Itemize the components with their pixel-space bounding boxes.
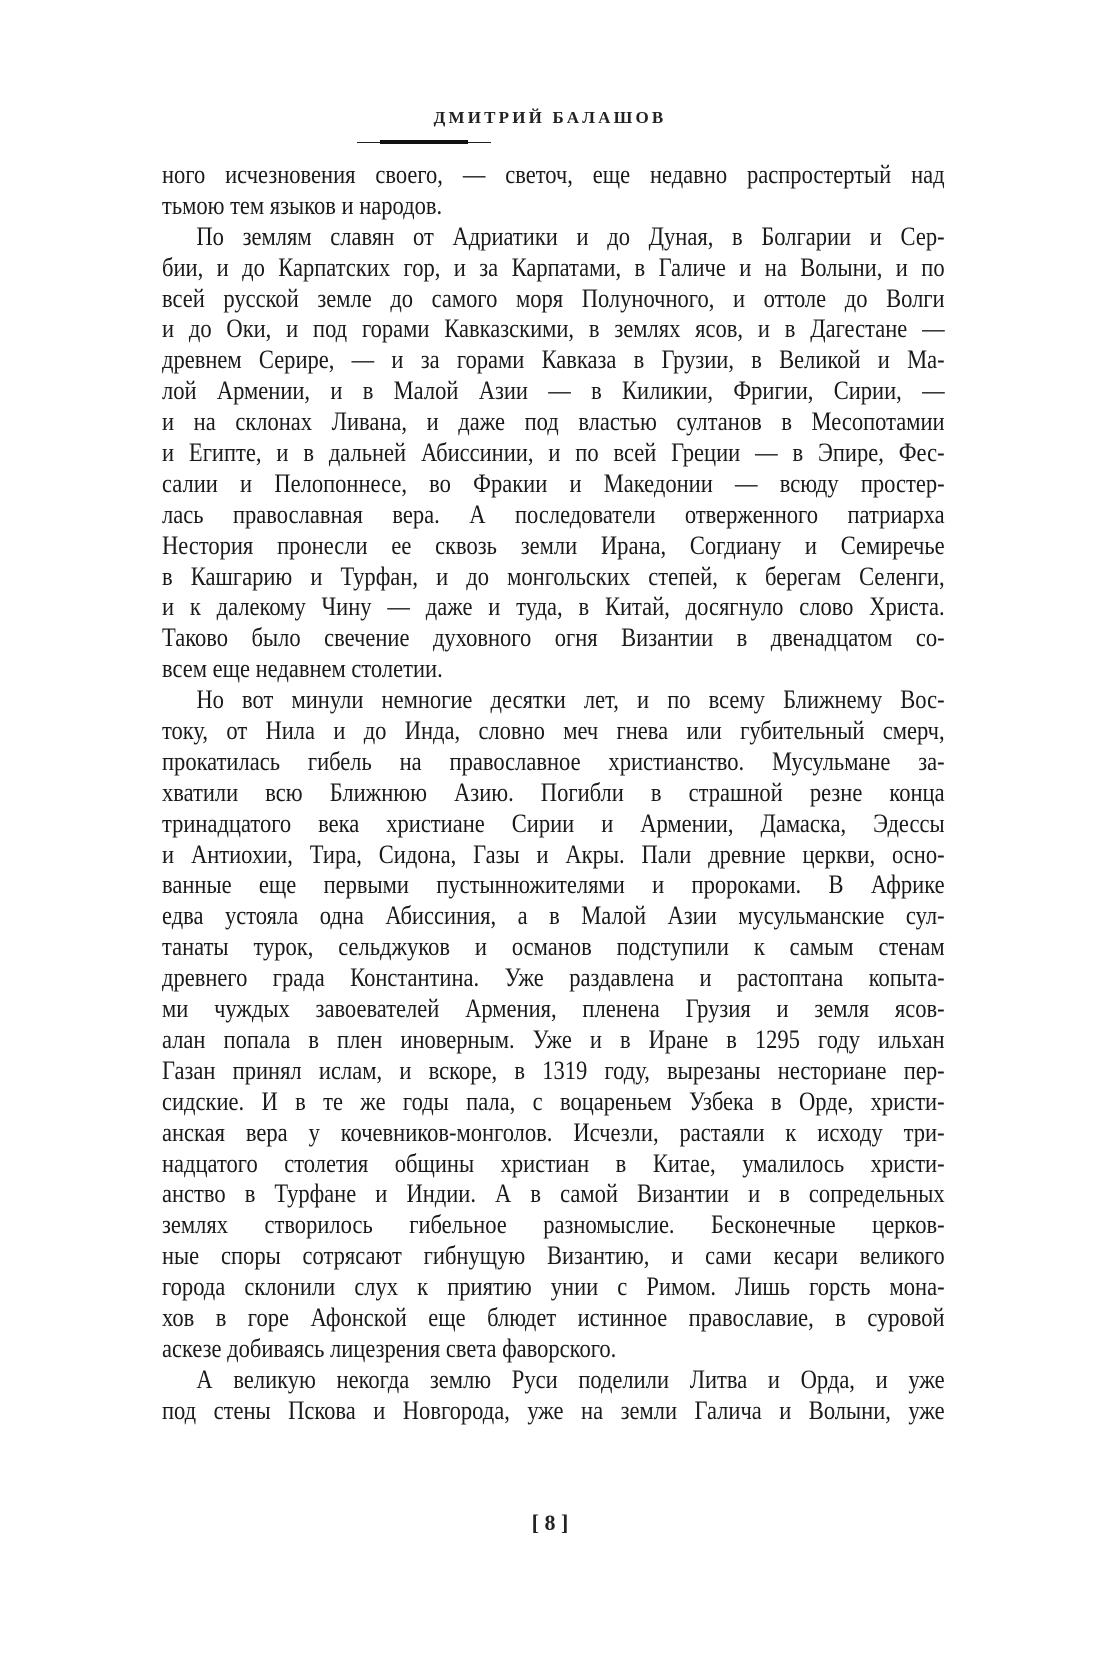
text-line-content: А великую некогда землю Руси поделили Литва и Орда, и уже [196, 1364, 945, 1394]
text-line [162, 870, 945, 901]
text-line-content: Таково было свечение духовного огня Византии в двенадцатом со- [162, 623, 945, 653]
running-head: ДМИТРИЙ БАЛАШОВ [433, 108, 667, 127]
text-line [162, 840, 945, 871]
text-line [162, 284, 945, 315]
text-line-content: ные споры сотрясают гибнущую Византию, и сами кесари великого [162, 1241, 945, 1271]
paragraph [162, 222, 945, 685]
text-line-content: хватили всю Ближнюю Азию. Погибли в страшной резне конца [162, 777, 945, 807]
text-line-content: лой Армении, и в Малой Азии — в Киликии, Фригии, Сирии, — [162, 376, 945, 406]
paragraph [162, 160, 945, 222]
text-line [162, 160, 945, 191]
text-line-content: тринадцатого века христиане Сирии и Армении, Дамаска, Эдессы [162, 808, 945, 838]
text-line-content: лась православная вера. А последователи отверженного патриарха [162, 499, 945, 529]
text-line [162, 592, 945, 623]
text-line-content: алан попала в плен иноверным. Уже и в Иране в 1295 году ильхан [162, 1024, 945, 1054]
text-line-content: ного исчезновения своего, — светоч, еще недавно распростертый над [162, 160, 945, 189]
text-line-content: хов в горе Афонской еще блюдет истинное православие, в суровой [162, 1302, 945, 1332]
text-line [162, 191, 945, 222]
text-line [162, 531, 945, 562]
body-text-inner [162, 160, 945, 1427]
text-line-content: и до Оки, и под горами Кавказскими, в землях ясов, и в Дагестане — [162, 314, 945, 344]
text-line [162, 253, 945, 284]
text-line [162, 932, 945, 963]
text-line-content: тьмою тем языков и народов. [162, 190, 443, 220]
text-line-content: салии и Пелопоннесе, во Фракии и Македонии — всюду простер- [162, 468, 945, 498]
text-line [162, 376, 945, 407]
text-line-content: надцатого столетия общины христиан в Китае, умалилось христи- [162, 1148, 945, 1178]
text-line-content: анство в Турфане и Индии. А в самой Византии и в сопредельных [162, 1179, 945, 1209]
text-line-content: ванные еще первыми пустынножителями и пророками. В Африке [162, 870, 945, 900]
text-line-content: в Кашгарию и Турфан, и до монгольских степей, к берегам Селенги, [162, 561, 945, 591]
text-line-content: Нестория пронесли ее сквозь земли Ирана, Согдиану и Семиречье [162, 530, 945, 560]
text-line [162, 716, 945, 747]
text-line [162, 901, 945, 932]
header-rule-accent [380, 140, 468, 144]
text-line [162, 747, 945, 778]
text-line [162, 1118, 945, 1149]
text-line-content: танаты турок, сельджуков и османов подступили к самым стенам [162, 932, 945, 962]
text-line-content: и на склонах Ливана, и даже под властью султанов в Месопотамии [162, 407, 945, 437]
text-line-content: сидские. И в те же годы пала, с воцареньем Узбека в Орде, христи- [162, 1086, 945, 1116]
body-text [162, 160, 945, 1427]
text-line [162, 1210, 945, 1241]
text-line-content: току, от Нила и до Инда, словно меч гнева или губительный смерч, [162, 716, 945, 746]
text-line-content: Газан принял ислам, и вскоре, в 1319 году, вырезаны несториане пер- [162, 1055, 945, 1085]
text-line [162, 407, 945, 438]
page-number: [ 8 ] [531, 1510, 569, 1535]
text-line [162, 500, 945, 531]
text-line-content: всей русской земле до самого моря Полуночного, и оттоле до Волги [162, 283, 945, 313]
text-line [162, 1396, 945, 1427]
text-line [162, 1087, 945, 1118]
text-line [162, 1241, 945, 1272]
text-line [162, 1334, 945, 1365]
paragraph [162, 1365, 945, 1427]
text-line-content: под стены Пскова и Новгорода, уже на земли Галича и Волыни, уже [162, 1395, 945, 1425]
text-line-content: По землям славян от Адриатики и до Дуная, в Болгарии и Сер- [196, 221, 945, 251]
text-line-content: Но вот минули немногие десятки лет, и по всему Ближнему Вос- [196, 685, 945, 715]
text-line-content: древнего града Константина. Уже раздавлена и растоптана копыта- [162, 963, 945, 993]
text-line [162, 654, 945, 685]
text-line [162, 345, 945, 376]
text-line [162, 314, 945, 345]
text-line-content: бии, и до Карпатских гор, и за Карпатами, в Галиче и на Волыни, и по [162, 252, 945, 282]
text-line-content: и к далекому Чину — даже и туда, в Китай, досягнуло слово Христа. [162, 592, 945, 622]
text-line [162, 438, 945, 469]
text-line-content: прокатилась гибель на православное христианство. Мусульмане за- [162, 746, 945, 776]
text-line [162, 809, 945, 840]
text-line-content: города склонили слух к приятию унии с Римом. Лишь горсть мона- [162, 1272, 945, 1302]
text-line [162, 685, 945, 716]
text-line-content: едва устояла одна Абиссиния, а в Малой Азии мусульманские сул- [162, 901, 945, 931]
text-line-content: всем еще недавнем столетии. [162, 654, 443, 684]
text-line [162, 1149, 945, 1180]
text-line-content: и Египте, и в дальней Абиссинии, и по всей Греции — в Эпире, Фес- [162, 438, 945, 468]
text-line [162, 1303, 945, 1334]
text-line [162, 469, 945, 500]
text-line-content: землях створилось гибельное разномыслие. Бесконечные церков- [162, 1210, 945, 1240]
text-line [162, 963, 945, 994]
text-line-content: анская вера у кочевников-монголов. Исчезли, растаяли к исходу три- [162, 1117, 945, 1147]
text-line-content: ми чуждых завоевателей Армения, пленена Грузия и земля ясов- [162, 994, 945, 1024]
text-line [162, 778, 945, 809]
paragraph [162, 685, 945, 1365]
text-line [162, 562, 945, 593]
text-line-content: древнем Серире, — и за горами Кавказа в Грузии, в Великой и Ма- [162, 345, 945, 375]
text-line-content: аскезе добиваясь лицезрения света фаворского. [162, 1333, 617, 1363]
text-line [162, 1365, 945, 1396]
text-line [162, 1272, 945, 1303]
text-line [162, 994, 945, 1025]
text-line [162, 1179, 945, 1210]
text-line-content: и Антиохии, Тира, Сидона, Газы и Акры. Пали древние церкви, осно- [162, 839, 945, 869]
text-line [162, 1056, 945, 1087]
text-line [162, 623, 945, 654]
text-line [162, 1025, 945, 1056]
text-line [162, 222, 945, 253]
